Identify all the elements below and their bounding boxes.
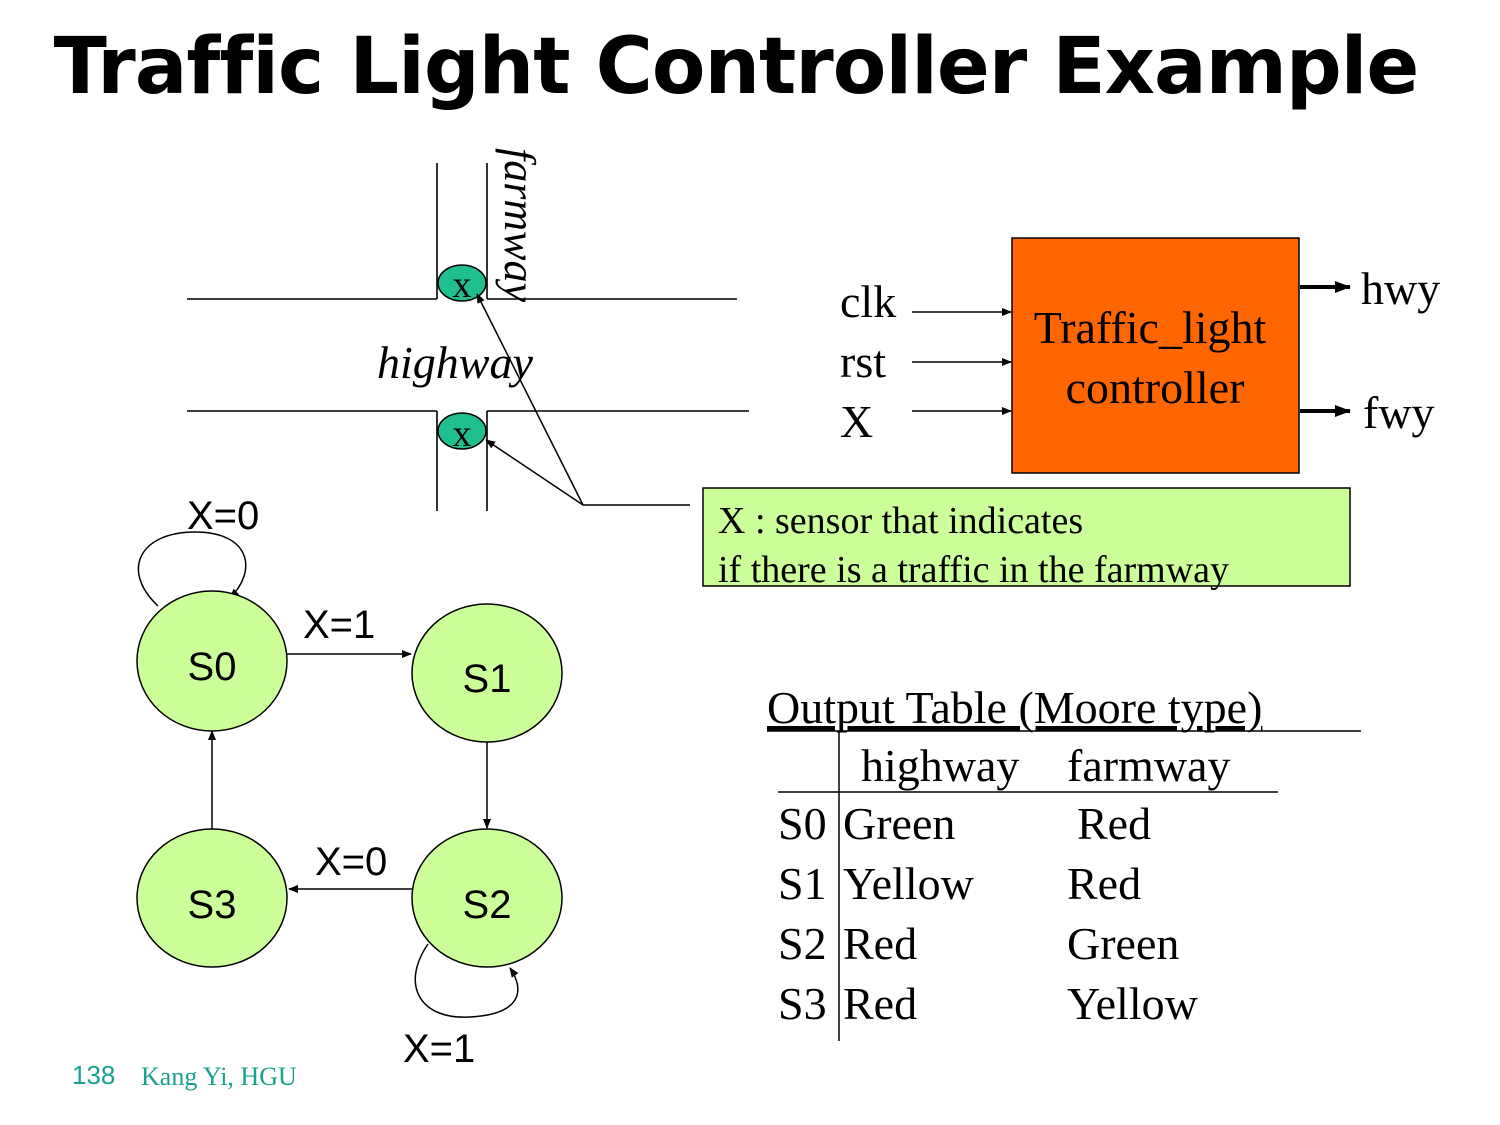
row-highway: Green [843,798,956,849]
intersection-diagram [187,148,749,511]
sensor-top [438,264,486,306]
label-s2-to-s3: X=0 [315,840,388,884]
table-row [778,918,1179,969]
fsm-diagram [137,494,562,1071]
row-state: S0 [778,798,827,849]
table-row [778,858,1141,909]
author-credit: Kang Yi, HGU [141,1062,297,1091]
controller-block [840,238,1440,473]
table-row [778,798,1151,849]
state-s0 [137,591,287,731]
state-s3-label: S3 [187,883,237,927]
page-title: Traffic Light Controller Example [53,22,1419,112]
row-highway: Red [843,978,918,1029]
row-farmway: Red [1067,858,1142,909]
row-highway: Red [843,918,918,969]
label-s0-to-s1: X=1 [303,603,376,647]
input-x-label: X [840,396,874,447]
sensor-bottom-label: x [452,413,472,455]
sensor-note-line2: if there is a traffic in the farmway [718,549,1230,591]
state-s0-label: S0 [187,645,237,689]
page-number: 138 [72,1060,116,1090]
state-s1 [412,604,562,742]
controller-label-line2: controller [1065,362,1245,413]
controller-box [1012,238,1299,473]
label-s0-self: X=0 [187,494,260,538]
sensor-bottom [438,413,486,455]
output-table [767,682,1361,1041]
row-state: S1 [778,858,827,909]
state-s2 [412,829,562,967]
row-farmway: Yellow [1067,978,1198,1029]
state-s2-label: S2 [462,883,512,927]
sensor-note [703,488,1350,591]
state-s1-label: S1 [462,657,512,701]
header-highway: highway [861,740,1020,791]
input-arrows [912,312,1011,411]
output-table-title: Output Table (Moore type) [767,682,1263,733]
label-s2-self: X=1 [403,1027,476,1071]
header-farmway: farmway [1067,740,1231,791]
sensor-callout-lines [477,294,690,505]
output-hwy-label: hwy [1361,263,1441,314]
sensor-top-label: x [452,264,472,306]
input-rst-label: rst [840,336,886,387]
row-farmway: Red [1077,798,1152,849]
sensor-note-line1: X : sensor that indicates [718,500,1084,542]
output-arrows [1300,287,1350,411]
highway-label: highway [377,337,533,388]
row-state: S2 [778,918,827,969]
controller-label-line1: Traffic_light [1033,302,1267,353]
row-highway: Yellow [843,858,974,909]
output-fwy-label: fwy [1363,387,1435,438]
row-farmway: Green [1067,918,1180,969]
state-s3 [137,829,287,967]
input-clk-label: clk [840,276,897,327]
farmway-label: farmway [495,148,544,302]
table-row [778,978,1199,1029]
row-state: S3 [778,978,827,1029]
